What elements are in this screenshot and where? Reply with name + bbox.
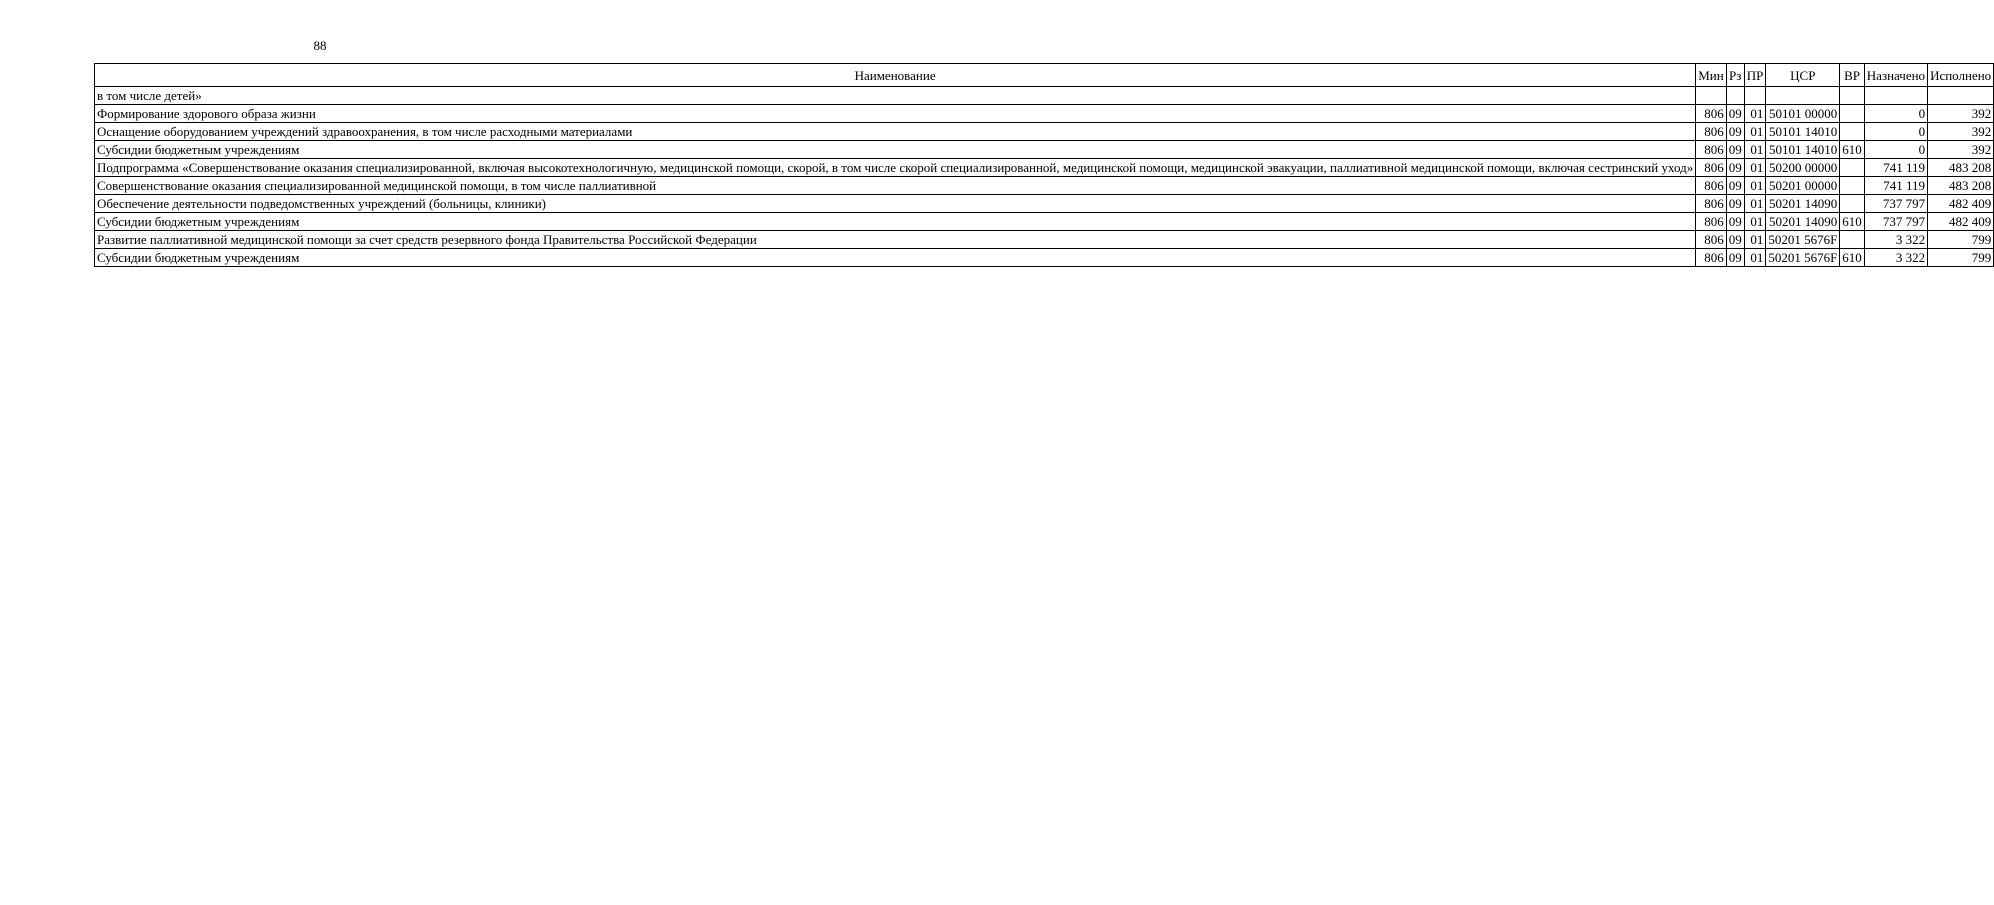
- cell-pr: 01: [1744, 105, 1766, 123]
- cell-min: 806: [1696, 249, 1726, 267]
- cell-rz: 09: [1726, 231, 1744, 249]
- cell-vr: 610: [1840, 249, 1865, 267]
- cell-csr: 50201 14090: [1766, 195, 1840, 213]
- cell-min: [1696, 87, 1726, 105]
- table-row: [95, 87, 1994, 105]
- cell-name: Субсидии бюджетным учреждениям: [95, 249, 1696, 267]
- cell-vr: [1840, 87, 1865, 105]
- cell-csr: [1766, 87, 1840, 105]
- col-header-rz: Рз: [1726, 64, 1744, 87]
- cell-pr: 01: [1744, 123, 1766, 141]
- cell-pr: 01: [1744, 249, 1766, 267]
- cell-executed: 482 409: [1928, 195, 1994, 213]
- cell-rz: 09: [1726, 141, 1744, 159]
- cell-name: Оснащение оборудованием учреждений здравоохранения, в том числе расходными материалами: [95, 123, 1696, 141]
- cell-vr: [1840, 195, 1865, 213]
- cell-executed: [1928, 87, 1994, 105]
- cell-min: 806: [1696, 231, 1726, 249]
- cell-executed: 392: [1928, 105, 1994, 123]
- cell-min: 806: [1696, 195, 1726, 213]
- col-header-pr: ПР: [1744, 64, 1766, 87]
- col-header-name: Наименование: [95, 64, 1696, 87]
- budget-table: [94, 63, 1994, 267]
- cell-name: Совершенствование оказания специализированной медицинской помощи, в том числе паллиативной: [95, 177, 1696, 195]
- cell-name: Обеспечение деятельности подведомственных учреждений (больницы, клиники): [95, 195, 1696, 213]
- cell-executed: 483 208: [1928, 177, 1994, 195]
- cell-vr: [1840, 177, 1865, 195]
- cell-executed: 482 409: [1928, 213, 1994, 231]
- cell-assigned: 741 119: [1864, 177, 1927, 195]
- cell-name: в том числе детей»: [95, 87, 1696, 105]
- cell-vr: [1840, 159, 1865, 177]
- cell-csr: 50200 00000: [1766, 159, 1840, 177]
- cell-min: 806: [1696, 105, 1726, 123]
- table-row: [95, 105, 1994, 123]
- cell-name: Формирование здорового образа жизни: [95, 105, 1696, 123]
- cell-pr: 01: [1744, 195, 1766, 213]
- col-header-csr: ЦСР: [1766, 64, 1840, 87]
- cell-pr: 01: [1744, 231, 1766, 249]
- cell-assigned: 737 797: [1864, 213, 1927, 231]
- cell-executed: 483 208: [1928, 159, 1994, 177]
- cell-rz: 09: [1726, 159, 1744, 177]
- cell-rz: 09: [1726, 105, 1744, 123]
- cell-min: 806: [1696, 159, 1726, 177]
- cell-name: Подпрограмма «Совершенствование оказания специализированной, включая высокотехнологичную, медицинской помощи, скорой, в том числе скорой специализированной, медицинской помощи, медицинской эвакуации, паллиативной медицинской помощи, включая сестринский уход»: [95, 159, 1696, 177]
- cell-csr: 50201 5676F: [1766, 231, 1840, 249]
- cell-assigned: 737 797: [1864, 195, 1927, 213]
- cell-assigned: 3 322: [1864, 231, 1927, 249]
- cell-name: Субсидии бюджетным учреждениям: [95, 141, 1696, 159]
- cell-csr: 50101 00000: [1766, 105, 1840, 123]
- col-header-vr: ВР: [1840, 64, 1865, 87]
- cell-vr: 610: [1840, 213, 1865, 231]
- col-header-executed: Исполнено: [1928, 64, 1994, 87]
- cell-name: Развитие паллиативной медицинской помощи за счет средств резервного фонда Правительства Российской Федерации: [95, 231, 1696, 249]
- cell-executed: 392: [1928, 123, 1994, 141]
- cell-rz: [1726, 87, 1744, 105]
- cell-assigned: 741 119: [1864, 159, 1927, 177]
- page-number: 88: [313, 38, 327, 53]
- cell-assigned: 0: [1864, 123, 1927, 141]
- cell-executed: 392: [1928, 141, 1994, 159]
- table-row: [95, 231, 1994, 249]
- cell-rz: 09: [1726, 195, 1744, 213]
- cell-vr: [1840, 231, 1865, 249]
- cell-min: 806: [1696, 213, 1726, 231]
- col-header-min: Мин: [1696, 64, 1726, 87]
- cell-assigned: [1864, 87, 1927, 105]
- table-row: [95, 195, 1994, 213]
- cell-rz: 09: [1726, 177, 1744, 195]
- cell-executed: 799: [1928, 249, 1994, 267]
- cell-vr: [1840, 105, 1865, 123]
- cell-pr: 01: [1744, 213, 1766, 231]
- table-row: [95, 123, 1994, 141]
- cell-pr: [1744, 87, 1766, 105]
- cell-assigned: 0: [1864, 105, 1927, 123]
- cell-pr: 01: [1744, 177, 1766, 195]
- cell-executed: 799: [1928, 231, 1994, 249]
- cell-csr: 50101 14010: [1766, 141, 1840, 159]
- cell-vr: [1840, 123, 1865, 141]
- cell-csr: 50201 14090: [1766, 213, 1840, 231]
- cell-assigned: 0: [1864, 141, 1927, 159]
- cell-pr: 01: [1744, 141, 1766, 159]
- col-header-assigned: Назначено: [1864, 64, 1927, 87]
- cell-csr: 50201 5676F: [1766, 249, 1840, 267]
- cell-csr: 50201 00000: [1766, 177, 1840, 195]
- header-row: [95, 64, 1994, 87]
- cell-rz: 09: [1726, 123, 1744, 141]
- cell-pr: 01: [1744, 159, 1766, 177]
- cell-min: 806: [1696, 141, 1726, 159]
- cell-rz: 09: [1726, 213, 1744, 231]
- table-row: [95, 213, 1994, 231]
- table-row: [95, 177, 1994, 195]
- cell-assigned: 3 322: [1864, 249, 1927, 267]
- table-row: [95, 159, 1994, 177]
- cell-name: Субсидии бюджетным учреждениям: [95, 213, 1696, 231]
- cell-vr: 610: [1840, 141, 1865, 159]
- cell-csr: 50101 14010: [1766, 123, 1840, 141]
- cell-min: 806: [1696, 177, 1726, 195]
- cell-min: 806: [1696, 123, 1726, 141]
- table-row: [95, 141, 1994, 159]
- cell-rz: 09: [1726, 249, 1744, 267]
- table-row: [95, 249, 1994, 267]
